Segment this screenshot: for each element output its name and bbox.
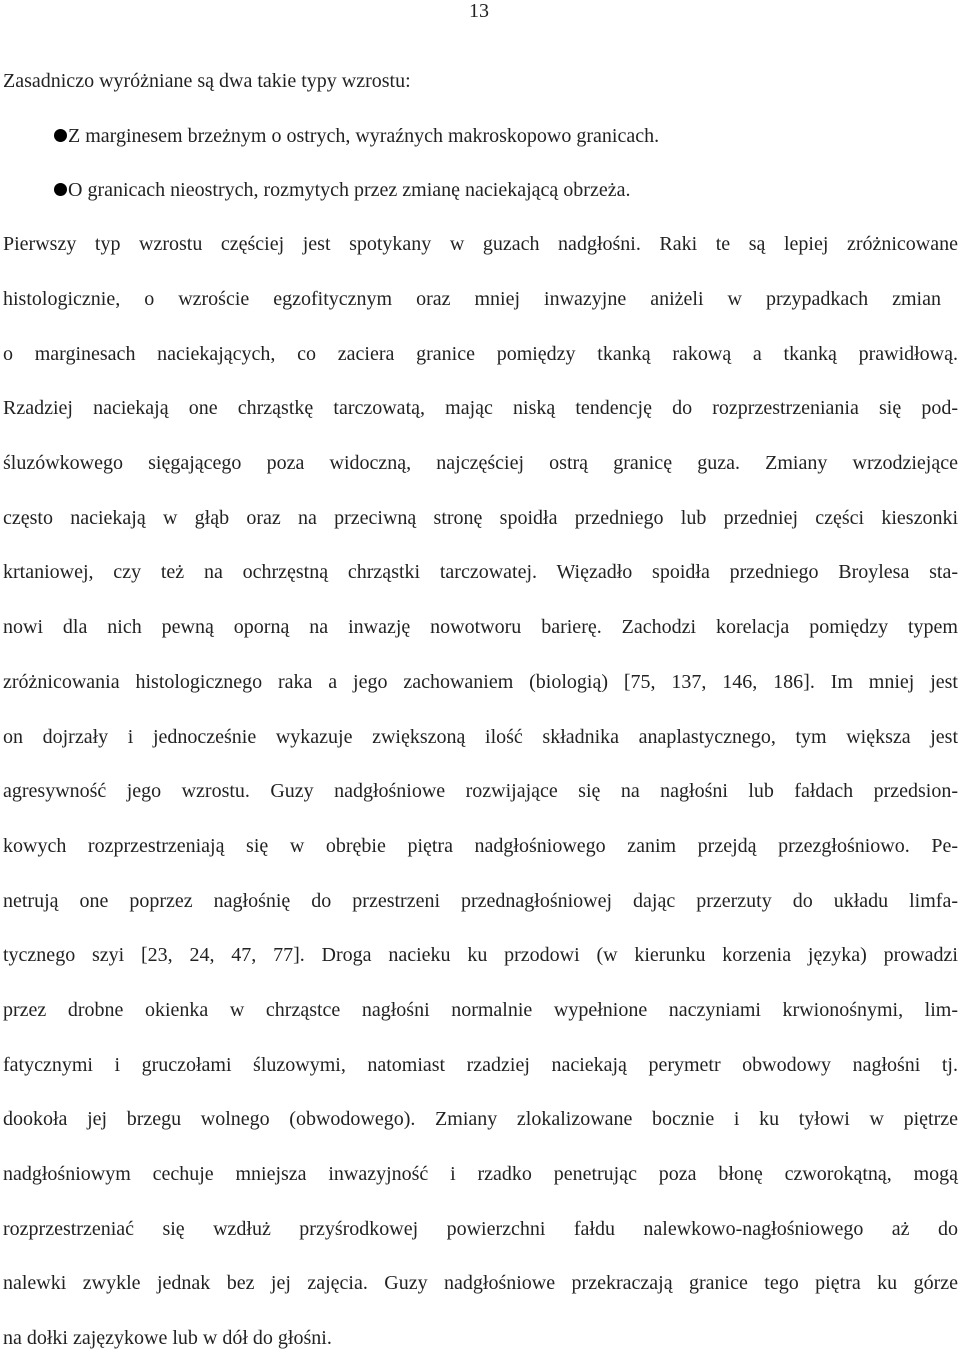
- paragraph-line: nadgłośniowym cechuje mniejsza inwazyjność i rzadko penetrując poza błonę czworokątną, mogą: [3, 1163, 958, 1185]
- paragraph-line: Pierwszy typ wzrostu częściej jest spotykany w guzach nadgłośni. Raki te są lepiej zróżnicowane: [3, 233, 958, 255]
- bullet-icon: [54, 129, 67, 142]
- paragraph-line: histologicznie, o wzroście egzofitycznym oraz mniej inwazyjne aniżeli w przypadkach zmian: [3, 288, 941, 310]
- bullet-item-1: [54, 122, 659, 150]
- paragraph-line: na dołki zajęzykowe lub w dół do głośni.: [3, 1327, 332, 1349]
- paragraph-line: śluzówkowego sięgającego poza widoczną, najczęściej ostrą granicę guza. Zmiany wrzodziejące: [3, 452, 958, 474]
- paragraph-line: nalewki zwykle jednak bez jej zajęcia. Guzy nadgłośniowe przekraczają granice tego piętra ku górze: [3, 1272, 958, 1294]
- paragraph-line: rozprzestrzeniać się wzdłuż przyśrodkowej powierzchni fałdu nalewkowo-nagłośniowego aż do: [3, 1218, 958, 1240]
- paragraph-line: kowych rozprzestrzeniają się w obrębie piętra nadgłośniowego zanim przejdą przezgłośniowo. Pe-: [3, 835, 958, 857]
- bullet-item-2: [54, 176, 630, 204]
- paragraph-line: agresywność jego wzrostu. Guzy nadgłośniowe rozwijające się na nagłośni lub fałdach przedsion-: [3, 780, 958, 802]
- intro-line: Zasadniczo wyróżniane są dwa takie typy wzrostu:: [3, 70, 411, 92]
- paragraph-line: zróżnicowania histologicznego raka a jego zachowaniem (biologią) [75, 137, 146, 186]. Im mniej jest: [3, 671, 958, 693]
- paragraph-line: o marginesach naciekających, co zaciera granice pomiędzy tkanką rakową a tkanką prawidłową.: [3, 343, 958, 365]
- paragraph-line: dookoła jej brzegu wolnego (obwodowego). Zmiany zlokalizowane bocznie i ku tyłowi w piętrze: [3, 1108, 958, 1130]
- paragraph-line: tycznego szyi [23, 24, 47, 77]. Droga nacieku ku przodowi (w kierunku korzenia języka) prowadzi: [3, 944, 958, 966]
- paragraph-line: przez drobne okienka w chrząstce nagłośni normalnie wypełnione naczyniami krwionośnymi, lim-: [3, 999, 958, 1021]
- paragraph-line: krtaniowej, czy też na ochrzęstną chrząstki tarczowatej. Więzadło spoidła przedniego Broylesa sta-: [3, 561, 958, 583]
- bullet-text: Z marginesem brzeżnym o ostrych, wyraźnych makroskopowo granicach.: [68, 125, 660, 147]
- bullet-text: O granicach nieostrych, rozmytych przez zmianę naciekającą obrzeża.: [68, 179, 631, 201]
- bullet-icon: [54, 183, 67, 196]
- page-number: 13: [469, 0, 489, 22]
- paragraph-line: netrują one poprzez nagłośnię do przestrzeni przednagłośniowej dając przerzuty do układu limfa-: [3, 890, 958, 912]
- paragraph-line: on dojrzały i jednocześnie wykazuje zwiększoną ilość składnika anaplastycznego, tym większa jest: [3, 726, 958, 748]
- paragraph-line: Rzadziej naciekają one chrząstkę tarczowatą, mając niską tendencję do rozprzestrzeniania się pod-: [3, 397, 958, 419]
- paragraph-line: często naciekają w głąb oraz na przeciwną stronę spoidła przedniego lub przedniej części kieszonki: [3, 507, 958, 529]
- paragraph-line: fatycznymi i gruczołami śluzowymi, natomiast rzadziej naciekają perymetr obwodowy nagłośni tj.: [3, 1054, 958, 1076]
- paragraph-line: nowi dla nich pewną oporną na inwazję nowotworu barierę. Zachodzi korelacja pomiędzy typem: [3, 616, 958, 638]
